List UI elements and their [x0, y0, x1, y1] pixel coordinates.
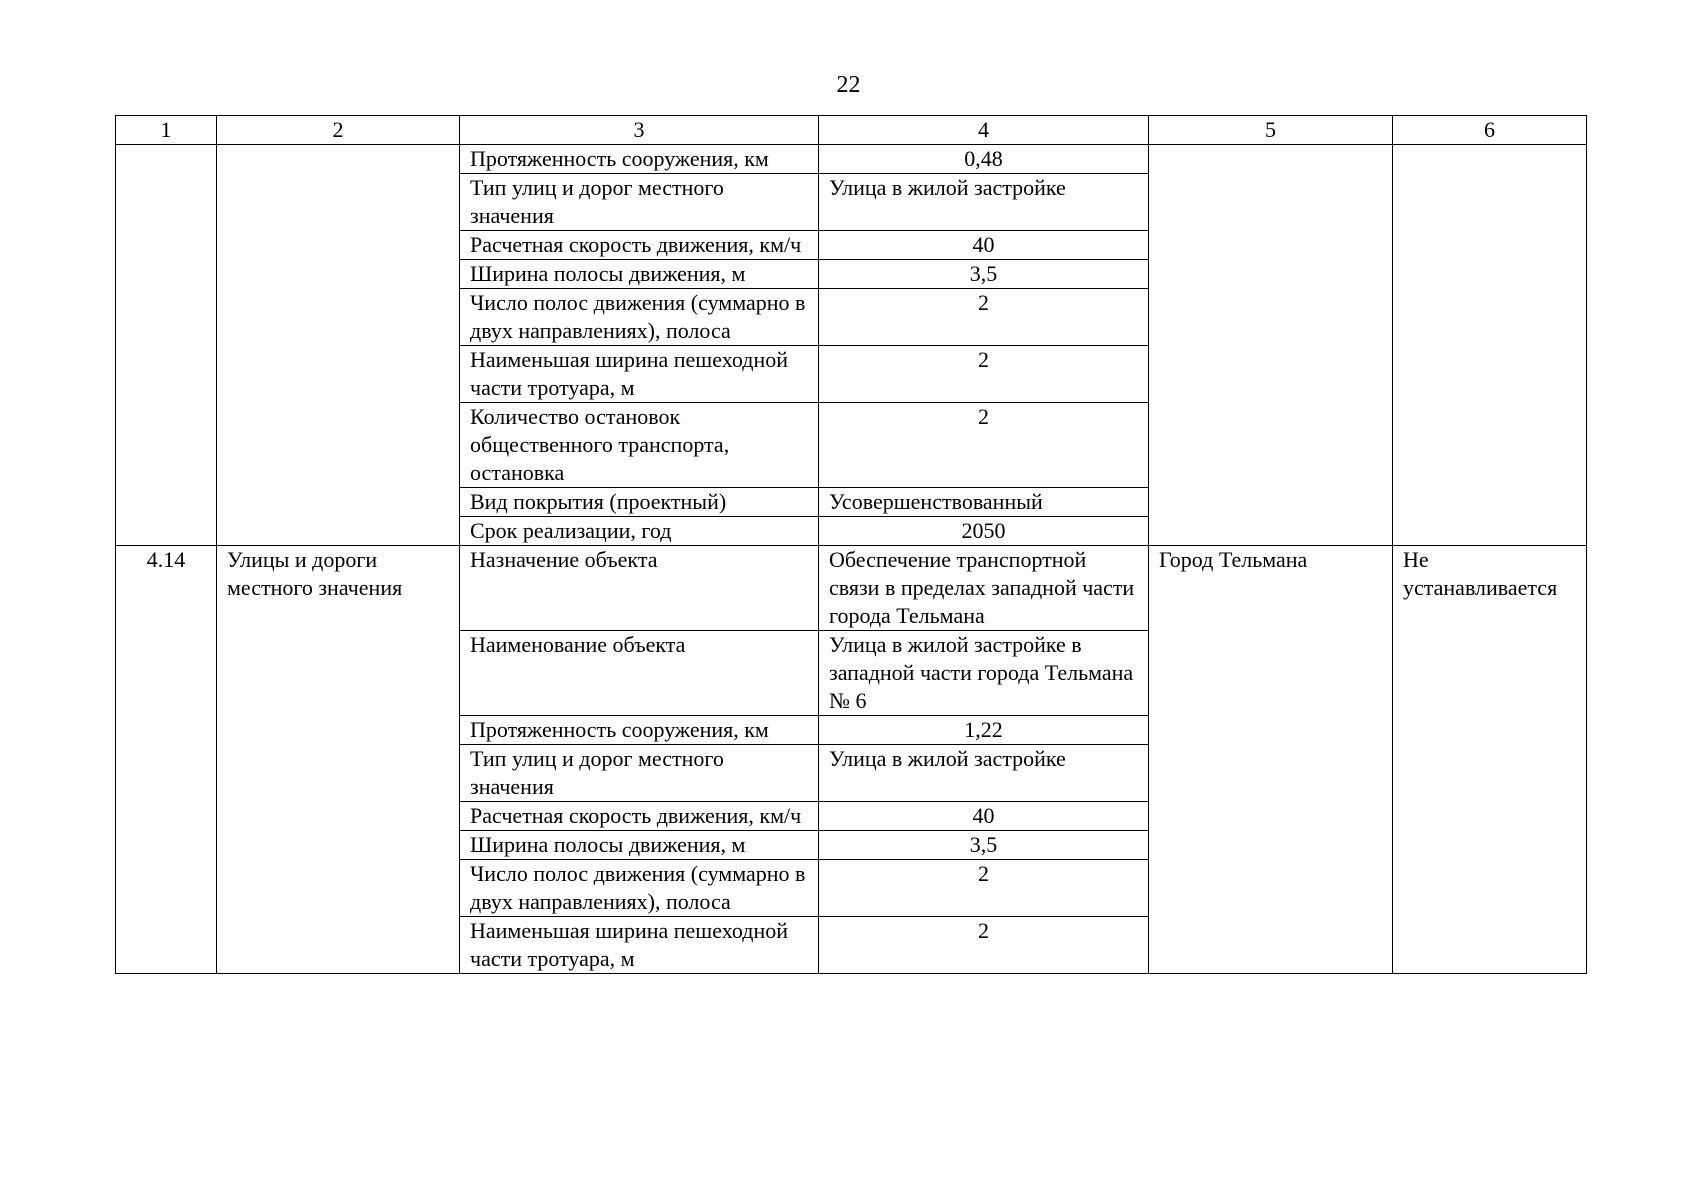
value-cell: 2 — [819, 289, 1149, 346]
value-cell: Улица в жилой застройке — [819, 745, 1149, 802]
value-cell: Обеспечение транспортной связи в пределах западной части города Тельмана — [819, 546, 1149, 631]
header-row — [116, 116, 1587, 145]
value-cell: 2 — [819, 917, 1149, 974]
parameter-cell: Расчетная скорость движения, км/ч — [460, 231, 819, 260]
item-name-cell — [217, 145, 460, 546]
table-body — [116, 116, 1587, 974]
parameter-cell: Тип улиц и дорог местного значения — [460, 174, 819, 231]
value-cell: 40 — [819, 802, 1149, 831]
location-cell — [1149, 145, 1393, 546]
document-table — [115, 115, 1587, 974]
value-cell: Усовершенствованный — [819, 488, 1149, 517]
parameter-cell: Наименьшая ширина пешеходной части тротуара, м — [460, 346, 819, 403]
value-cell: 2050 — [819, 517, 1149, 546]
parameter-cell: Протяженность сооружения, км — [460, 145, 819, 174]
item-name-cell: Улицы и дороги местного значения — [217, 546, 460, 974]
parameter-cell: Протяженность сооружения, км — [460, 716, 819, 745]
parameter-cell: Число полос движения (суммарно в двух направлениях), полоса — [460, 289, 819, 346]
page-number: 22 — [836, 72, 861, 98]
parameter-cell: Наименование объекта — [460, 631, 819, 716]
parameter-cell: Количество остановок общественного транспорта, остановка — [460, 403, 819, 488]
value-cell: Улица в жилой застройке в западной части города Тельмана № 6 — [819, 631, 1149, 716]
zone-cell — [1393, 145, 1587, 546]
parameter-cell: Срок реализации, год — [460, 517, 819, 546]
parameter-cell: Наименьшая ширина пешеходной части тротуара, м — [460, 917, 819, 974]
parameter-cell: Тип улиц и дорог местного значения — [460, 745, 819, 802]
header-cell-3: 3 — [460, 116, 819, 145]
header-cell-2: 2 — [217, 116, 460, 145]
parameter-cell: Ширина полосы движения, м — [460, 831, 819, 860]
value-cell: 3,5 — [819, 831, 1149, 860]
value-cell: Улица в жилой застройке — [819, 174, 1149, 231]
value-cell: 2 — [819, 346, 1149, 403]
value-cell: 1,22 — [819, 716, 1149, 745]
item-number-cell — [116, 145, 217, 546]
parameter-cell: Расчетная скорость движения, км/ч — [460, 802, 819, 831]
value-cell: 2 — [819, 860, 1149, 917]
item-number-cell: 4.14 — [116, 546, 217, 974]
table-row — [116, 546, 1587, 631]
zone-cell: Не устанавливается — [1393, 546, 1587, 974]
table-row — [116, 145, 1587, 174]
parameter-cell: Назначение объекта — [460, 546, 819, 631]
parameter-cell: Ширина полосы движения, м — [460, 260, 819, 289]
header-cell-5: 5 — [1149, 116, 1393, 145]
value-cell: 0,48 — [819, 145, 1149, 174]
value-cell: 3,5 — [819, 260, 1149, 289]
value-cell: 2 — [819, 403, 1149, 488]
header-cell-1: 1 — [116, 116, 217, 145]
header-cell-4: 4 — [819, 116, 1149, 145]
parameter-cell: Число полос движения (суммарно в двух направлениях), полоса — [460, 860, 819, 917]
location-cell: Город Тельмана — [1149, 546, 1393, 974]
parameter-cell: Вид покрытия (проектный) — [460, 488, 819, 517]
header-cell-6: 6 — [1393, 116, 1587, 145]
value-cell: 40 — [819, 231, 1149, 260]
